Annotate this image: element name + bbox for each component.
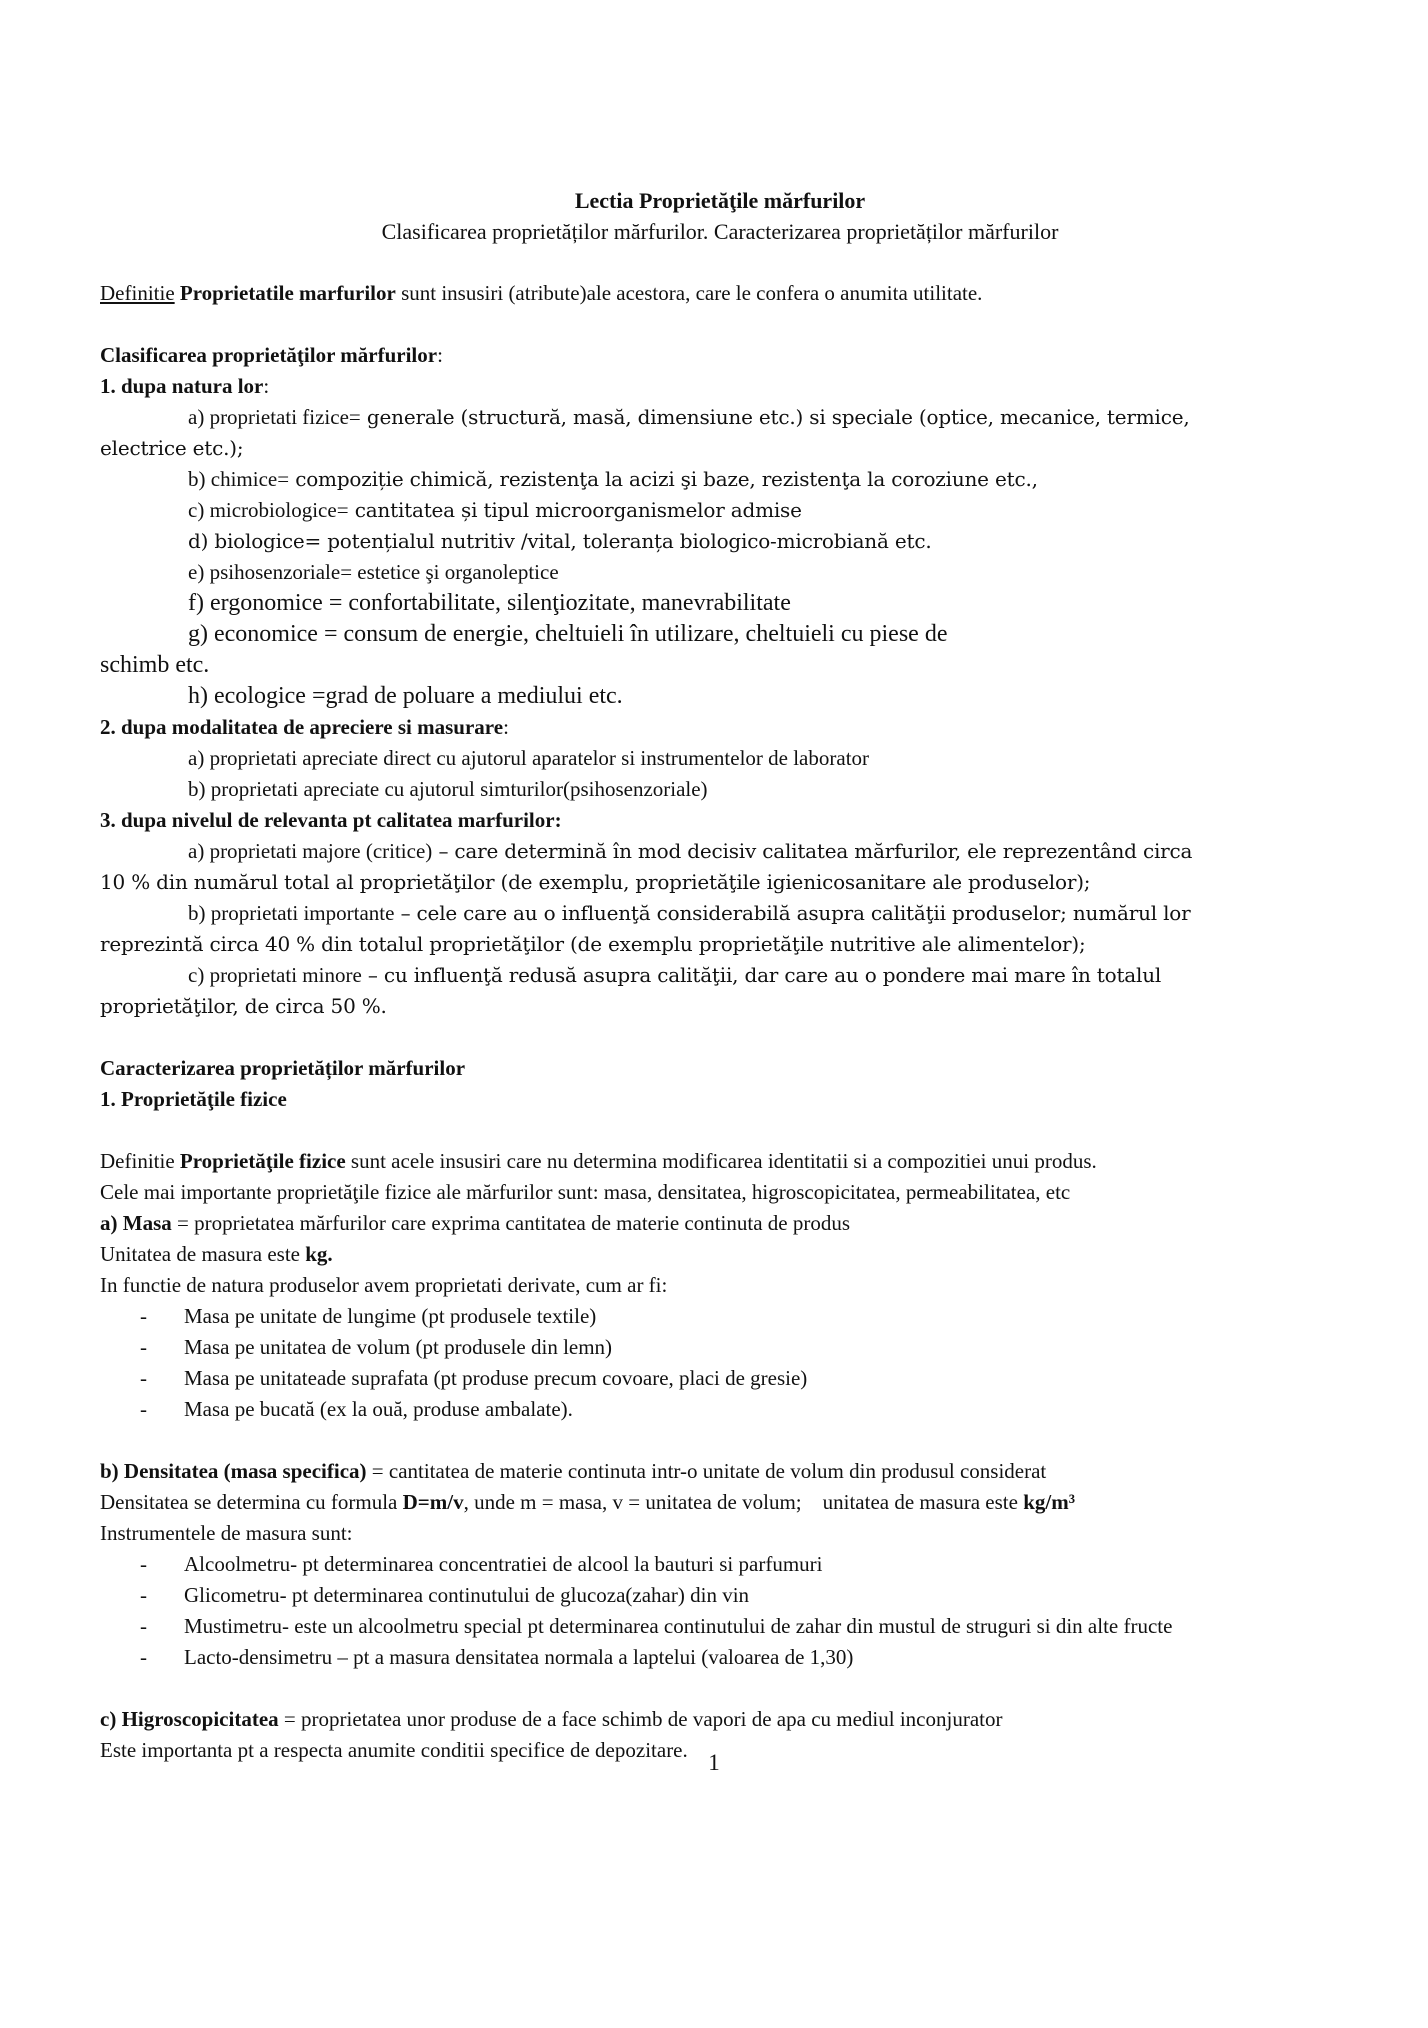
group3-item-c [100,960,1340,991]
item-prefix: a) proprietati fizice= [188,405,361,429]
group1-heading-colon: : [263,374,270,398]
definition-paragraph [100,278,1340,309]
masa-derived-intro: In functie de natura produselor avem proprietati derivate, cum ar fi: [100,1273,668,1297]
formula-pre: Densitatea se determina cu formula [100,1490,403,1514]
dash-bullet-icon: - [140,1583,147,1607]
densitate-unit: kg/m³ [1023,1490,1076,1514]
definition-label: Definitie [100,281,175,305]
list-item-text: Alcoolmetru- pt determinarea concentratiei de alcool la bauturi si parfumuri [184,1552,823,1576]
group2-item-a: a) proprietati apreciate direct cu ajutorul aparatelor si instrumentelor de laborator [188,746,870,770]
item-prefix: a) proprietati majore (critice) [188,839,433,863]
page-number: 1 [708,1750,720,1775]
group3-heading: 3. dupa nivelul de relevanta pt calitatea marfurilor: [100,808,562,832]
group3-item-a [100,836,1340,867]
item-prefix: e) psihosenzoriale= [188,560,353,584]
group1-item-g [100,619,1340,650]
item-prefix: f) ergonomice [188,590,323,616]
higroscopicitate-text: = proprietatea unor produse de a face schimb de vapori de apa cu mediul inconjurator [278,1707,1003,1731]
group3-item-a-cont: 10 % din numărul total al proprietăţilor (de exemplu, proprietăţile igienicosanitare ale produselor); [100,870,1091,894]
item-prefix: d) biologice= [188,529,322,553]
list-item [100,1642,1340,1673]
masa-definition [100,1208,1340,1239]
densitate-text: = cantitatea de materie continuta intr-o unitate de volum din produsul considerat [366,1459,1047,1483]
group2-item-b: b) proprietati apreciate cu ajutorul simturilor(psihosenzoriale) [188,777,708,801]
group2-heading-text: 2. dupa modalitatea de apreciere si masurare [100,715,504,739]
document-subtitle: Clasificarea proprietăților mărfurilor. Caracterizarea proprietăților mărfurilor [381,219,1059,244]
group3-item-c-cont: proprietăţilor, de circa 50 %. [100,994,387,1018]
higroscopicitate-note: Este importanta pt a respecta anumite conditii specifice de depozitare. [100,1738,688,1762]
higroscopicitate-definition [100,1704,1340,1735]
definition-term: Proprietăţile fizice [179,1149,346,1173]
characterization-heading: Caracterizarea proprietăților mărfurilor [100,1056,466,1080]
list-item-text: Masa pe bucată (ex la ouă, produse ambalate). [184,1397,573,1421]
list-item [100,1394,1340,1425]
definition-label: Definitie [100,1149,180,1173]
item-text: – cu influenţă redusă asupra calităţii, dar care au o pondere mai mare în totalul [361,963,1162,987]
instruments-list [100,1549,1340,1673]
classification-heading [100,340,1340,371]
definition-text: sunt acele insusiri care nu determina modificarea identitatii si a compozitiei unui produs. [345,1149,1097,1173]
list-item [100,1332,1340,1363]
dash-bullet-icon: - [140,1366,147,1390]
group1-heading [100,371,1340,402]
group1-item-g-cont: schimb etc. [100,652,210,678]
group1-item-a [100,402,1340,433]
item-text: – care determină în mod decisiv calitatea mărfurilor, ele reprezentând circa [432,839,1193,863]
group2-heading [100,712,1340,743]
item-prefix: b) proprietati importante [188,901,395,925]
group1-item-e [100,557,1340,588]
masa-unit-value: kg. [305,1242,333,1266]
masa-term: a) Masa [100,1211,172,1235]
item-text: cantitatea și tipul microorganismelor admise [348,498,802,522]
group1-item-d [100,526,1340,557]
group1-item-a-cont: electrice etc.); [100,436,244,460]
physical-intro: Cele mai importante proprietăţile fizice ale mărfurilor sunt: masa, densitatea, higroscopicitatea, permeabilitatea, etc [100,1180,1071,1204]
item-text: compoziție chimică, rezistenţa la acizi şi baze, rezistenţa la coroziune etc., [289,467,1038,491]
item-text: – cele care au o influenţă considerabilă asupra calităţii produselor; numărul lor [394,901,1191,925]
physical-definition [100,1146,1340,1177]
group1-item-c [100,495,1340,526]
dash-bullet-icon: - [140,1645,147,1669]
group1-heading-text: 1. dupa natura lor [100,374,264,398]
physical-properties-heading: 1. Proprietăţile fizice [100,1087,287,1111]
densitate-definition [100,1456,1340,1487]
higroscopicitate-term: c) Higroscopicitatea [100,1707,279,1731]
masa-unit [100,1239,1340,1270]
item-prefix: g) economice [188,621,318,647]
dash-bullet-icon: - [140,1614,147,1638]
list-item-text: Glicometru- pt determinarea continutului de glucoza(zahar) din vin [184,1583,750,1607]
item-text: generale (structură, masă, dimensiune etc.) si speciale (optice, mecanice, termice, [360,405,1190,429]
formula: D=m/v [402,1490,464,1514]
item-prefix: c) proprietati minore [188,963,362,987]
item-prefix: b) chimice= [188,467,290,491]
document-title: Lectia Proprietăţile mărfurilor [574,188,866,213]
item-prefix: c) microbiologice= [188,498,349,522]
list-item-text: Mustimetru- este un alcoolmetru special pt determinarea continutului de zahar din mustul de struguri si din alte fructe [184,1614,1173,1638]
item-prefix: h) ecologice [188,683,306,709]
group1-item-h [100,681,1340,712]
list-item [100,1580,1340,1611]
document-page [100,185,1340,1766]
masa-unit-text: Unitatea de masura este [100,1242,306,1266]
item-text: estetice şi organoleptice [352,560,559,584]
definition-term: Proprietatile marfurilor [179,281,396,305]
item-text: potențialul nutritiv /vital, toleranța biologico-microbiană etc. [321,529,932,553]
group1-item-f [100,588,1340,619]
item-text: = consum de energie, cheltuieli în utilizare, cheltuieli cu piese de [317,621,948,647]
group3-item-b [100,898,1340,929]
dash-bullet-icon: - [140,1335,147,1359]
dash-bullet-icon: - [140,1397,147,1421]
densitate-formula [100,1487,1340,1518]
masa-derived-list [100,1301,1340,1425]
list-item-text: Masa pe unitatea de volum (pt produsele din lemn) [184,1335,613,1359]
item-text: =grad de poluare a mediului etc. [305,683,623,709]
dash-bullet-icon: - [140,1304,147,1328]
list-item-text: Lacto-densimetru – pt a masura densitatea normala a laptelui (valoarea de 1,30) [184,1645,854,1669]
item-text: = confortabilitate, silenţiozitate, manevrabilitate [322,590,791,616]
group2-heading-colon: : [503,715,509,739]
formula-post: , unde m = masa, v = unitatea de volum; unitatea de masura este [463,1490,1024,1514]
definition-text: sunt insusiri (atribute)ale acestora, care le confera o anumita utilitate. [395,281,983,305]
instruments-intro: Instrumentele de masura sunt: [100,1521,353,1545]
list-item-text: Masa pe unitate de lungime (pt produsele textile) [184,1304,597,1328]
list-item-text: Masa pe unitateade suprafata (pt produse precum covoare, placi de gresie) [184,1366,808,1390]
group3-item-b-cont: reprezintă circa 40 % din totalul proprietăţilor (de exemplu proprietăţile nutritive ale alimentelor); [100,932,1086,956]
dash-bullet-icon: - [140,1552,147,1576]
classification-heading-text: Clasificarea proprietăţilor mărfurilor [100,343,438,367]
list-item [100,1611,1334,1642]
masa-text: = proprietatea mărfurilor care exprima cantitatea de materie continuta de produs [171,1211,851,1235]
densitate-term: b) Densitatea (masa specifica) [100,1459,367,1483]
list-item [100,1549,1340,1580]
classification-heading-colon: : [437,343,443,367]
list-item [100,1301,1340,1332]
group1-item-b [100,464,1340,495]
list-item [100,1363,1340,1394]
